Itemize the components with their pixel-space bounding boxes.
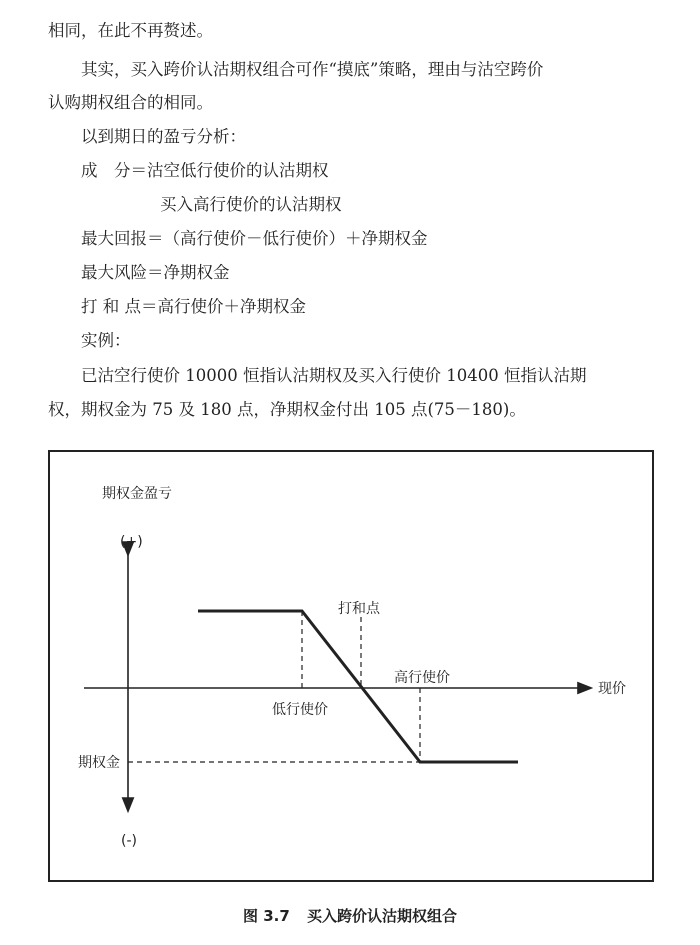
text-line-12: 权，期权金为 75 及 180 点，净期权金付出 105 点(75－180)。 bbox=[48, 400, 526, 419]
text-line-6: 买入高行使价的认沽期权 bbox=[160, 195, 342, 214]
payoff-diagram bbox=[50, 452, 656, 884]
figure-caption bbox=[0, 905, 700, 926]
text-line-3: 认购期权组合的相同。 bbox=[48, 93, 213, 112]
text-line-10: 实例： bbox=[81, 331, 131, 350]
y-minus-label: (-) bbox=[121, 833, 137, 849]
premium-label: 期权金 bbox=[78, 755, 120, 771]
payoff-line bbox=[198, 611, 518, 762]
text-line-11: 已沽空行使价 10000 恒指认沽期权及买入行使价 10400 恒指认沽期 bbox=[81, 366, 587, 385]
payoff-figure bbox=[48, 450, 654, 882]
high-strike-label: 高行使价 bbox=[394, 670, 450, 686]
caption-number: 图 3.7 bbox=[242, 907, 290, 925]
breakeven-label: 打和点 bbox=[338, 601, 380, 617]
text-line-1: 相同，在此不再赘述。 bbox=[48, 21, 213, 40]
text-line-2: 其实，买入跨价认沽期权组合可作“摸底”策略，理由与沽空跨价 bbox=[81, 60, 544, 79]
text-line-7: 最大回报＝（高行使价－低行使价）＋净期权金 bbox=[81, 229, 428, 248]
text-line-8: 最大风险＝净期权金 bbox=[81, 263, 230, 282]
x-axis-label: 现价 bbox=[598, 681, 626, 697]
text-line-5: 成 分＝沽空低行使价的认沽期权 bbox=[81, 161, 329, 180]
text-line-9: 打 和 点＝高行使价＋净期权金 bbox=[81, 297, 306, 316]
low-strike-label: 低行使价 bbox=[272, 702, 328, 718]
text-line-4: 以到期日的盈亏分析： bbox=[81, 127, 246, 146]
y-plus-label: (+) bbox=[120, 534, 143, 550]
caption-title: 买入跨价认沽期权组合 bbox=[307, 907, 458, 925]
y-axis-label: 期权金盈亏 bbox=[102, 486, 172, 502]
